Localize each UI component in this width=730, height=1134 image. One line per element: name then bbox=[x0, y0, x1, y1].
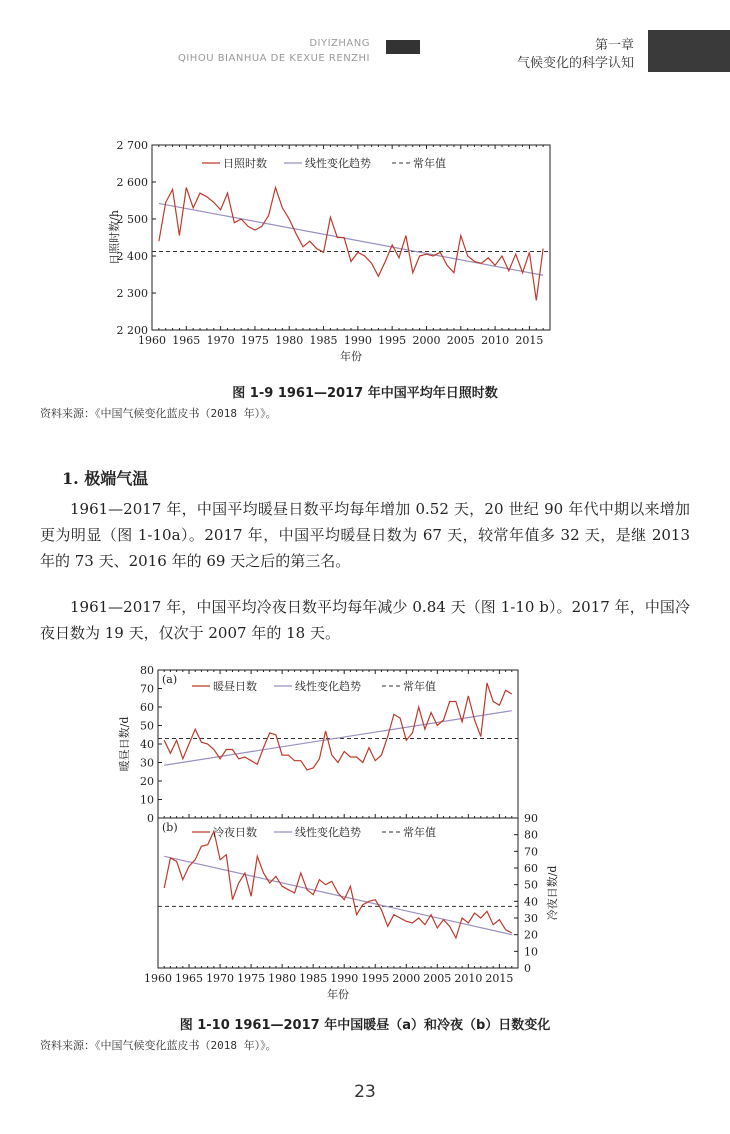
cold-nights-panel-label: (b) bbox=[162, 821, 178, 834]
cold-nights-legend-normal: 常年值 bbox=[403, 826, 436, 839]
cold-nights-ytick-label: 20 bbox=[524, 928, 538, 942]
header-dark-bar bbox=[648, 30, 730, 72]
cold-nights-xtick-label: 2010 bbox=[454, 972, 483, 985]
header-book-title: 气候变化的科学认知 bbox=[516, 56, 634, 71]
figure2-caption: 图 1-10 1961—2017 年中国暖昼（a）和冷夜（b）日数变化 bbox=[179, 1018, 551, 1033]
sunshine-xtick-label: 1975 bbox=[240, 334, 269, 347]
cold-nights-xtick-label: 1990 bbox=[330, 972, 359, 985]
sunshine-ytick-label: 2 600 bbox=[116, 176, 148, 189]
sunshine-ytick-label: 2 700 bbox=[116, 139, 148, 152]
warm-days-panel-label: (a) bbox=[162, 673, 178, 686]
sunshine-ytick-label: 2 400 bbox=[116, 250, 148, 263]
sunshine-legend-series: 日照时数 bbox=[223, 157, 267, 170]
cold-nights-xtick-label: 1970 bbox=[206, 972, 235, 985]
sunshine-xtick-label: 1965 bbox=[172, 334, 201, 347]
sunshine-plot-frame bbox=[152, 145, 550, 330]
figure-warm-cold-days bbox=[110, 660, 580, 1008]
warm-days-legend-series: 暖昼日数 bbox=[213, 680, 257, 693]
cold-nights-ytick-label: 80 bbox=[524, 828, 538, 842]
cold-nights-legend-series: 冷夜日数 bbox=[213, 826, 257, 839]
cold-nights-ytick-label: 10 bbox=[524, 945, 538, 959]
warm-days-ytick-label: 60 bbox=[140, 701, 154, 714]
cold-nights-ytick-label: 60 bbox=[524, 862, 538, 875]
sunshine-xtick-label: 1995 bbox=[378, 334, 407, 347]
sunshine-xtick-label: 1960 bbox=[138, 334, 166, 347]
warm-days-ytick-label: 80 bbox=[140, 664, 154, 677]
sunshine-xtick-label: 2005 bbox=[446, 334, 475, 347]
warm-days-ytick-label: 0 bbox=[147, 812, 154, 825]
warm-days-legend-trend: 线性变化趋势 bbox=[295, 680, 361, 693]
cold-nights-xtick-label: 1995 bbox=[361, 972, 390, 985]
sunshine-yaxis-title: 日照时数/h bbox=[108, 210, 121, 265]
sunshine-ytick-label: 2 500 bbox=[116, 213, 148, 226]
sunshine-trend-line bbox=[159, 203, 543, 275]
cold-nights-ytick-label: 70 bbox=[524, 845, 538, 859]
cold-nights-ytick-label: 30 bbox=[524, 912, 538, 925]
sunshine-xtick-label: 1970 bbox=[206, 334, 235, 347]
sunshine-data-line bbox=[159, 188, 543, 301]
warm-days-ytick-label: 70 bbox=[140, 682, 154, 696]
warm-days-ytick-label: 50 bbox=[140, 719, 154, 733]
figure2-source: 资料来源：《中国气候变化蓝皮书（2018 年）》。 bbox=[40, 1039, 277, 1052]
warm-days-ytick-label: 20 bbox=[140, 775, 154, 788]
warm-days-ytick-label: 30 bbox=[140, 756, 154, 770]
header-chapter: 第一章 bbox=[594, 38, 634, 53]
cold-nights-ytick-label: 90 bbox=[524, 812, 538, 825]
cold-nights-xtick-label: 1985 bbox=[299, 972, 328, 985]
cold-nights-ytick-label: 0 bbox=[524, 962, 531, 975]
paragraph-2: 1961—2017 年，中国平均冷夜日数平均每年减少 0.84 天（图 1-10 b）。2017 年，中国冷夜日数为 19 天，仅次于 2007 年的 18 天。 bbox=[40, 598, 690, 642]
sunshine-ytick-label: 2 300 bbox=[116, 287, 148, 300]
cold-nights-ytick-label: 40 bbox=[524, 895, 538, 909]
cold-nights-xtick-label: 2000 bbox=[392, 972, 421, 985]
warm-days-ytick-label: 10 bbox=[140, 793, 154, 807]
figure1-source: 资料来源：《中国气候变化蓝皮书（2018 年）》。 bbox=[40, 407, 277, 420]
warm-days-legend-normal: 常年值 bbox=[403, 680, 436, 693]
sunshine-xaxis-title: 年份 bbox=[340, 350, 362, 363]
sunshine-xtick-label: 1980 bbox=[275, 334, 304, 347]
sunshine-xtick-label: 2000 bbox=[412, 334, 441, 347]
page-header bbox=[0, 30, 730, 72]
cold-nights-xtick-label: 1965 bbox=[175, 972, 204, 985]
sunshine-xtick-label: 1990 bbox=[343, 334, 372, 347]
sunshine-legend-normal: 常年值 bbox=[413, 157, 446, 170]
header-pinyin-line1: DIYIZHANG bbox=[309, 38, 370, 49]
cold-nights-xtick-label: 2015 bbox=[485, 972, 514, 985]
cold-nights-trend-line bbox=[164, 856, 512, 934]
warm-cold-days-chart bbox=[110, 660, 580, 1008]
cold-nights-xtick-label: 1960 bbox=[144, 972, 172, 985]
sunshine-xtick-label: 2010 bbox=[481, 334, 510, 347]
cold-nights-xtick-label: 1980 bbox=[268, 972, 297, 985]
header-pinyin-line2: QIHOU BIANHUA DE KEXUE RENZHI bbox=[177, 53, 370, 64]
sunshine-legend-trend: 线性变化趋势 bbox=[305, 157, 371, 170]
cold-nights-xtick-label: 1975 bbox=[237, 972, 266, 985]
sunshine-xtick-label: 1985 bbox=[309, 334, 338, 347]
cold-nights-xaxis-title: 年份 bbox=[327, 988, 349, 1001]
cold-nights-legend-trend: 线性变化趋势 bbox=[295, 826, 361, 839]
header-decoration-block bbox=[386, 40, 420, 54]
cold-nights-data-line bbox=[164, 831, 512, 938]
figure1-caption: 图 1-9 1961—2017 年中国平均年日照时数 bbox=[232, 386, 498, 401]
cold-nights-xtick-label: 2005 bbox=[423, 972, 452, 985]
sunshine-xtick-label: 2015 bbox=[515, 334, 544, 347]
warm-days-yaxis-title: 暖昼日数/d bbox=[118, 716, 131, 772]
figure-sunshine-hours bbox=[110, 135, 570, 375]
warm-days-ytick-label: 40 bbox=[140, 738, 154, 751]
cold-nights-yaxis-title: 冷夜日数/d bbox=[546, 865, 559, 921]
paragraph-1: 1961—2017 年，中国平均暖昼日数平均每年增加 0.52 天，20 世纪 90 年代中期以来增加更为明显（图 1-10a）。2017 年，中国平均暖昼日数为 67 天，较常年值多 32 天，是继 2013 年的 73 天、2016 年的 69 天之后的第三名。 bbox=[40, 500, 690, 570]
cold-nights-ytick-label: 50 bbox=[524, 878, 538, 892]
section-title: 1. 极端气温 bbox=[62, 469, 149, 488]
sunshine-ytick-label: 2 200 bbox=[116, 324, 148, 337]
page-number: 23 bbox=[354, 1082, 376, 1102]
sunshine-hours-chart bbox=[110, 135, 570, 375]
